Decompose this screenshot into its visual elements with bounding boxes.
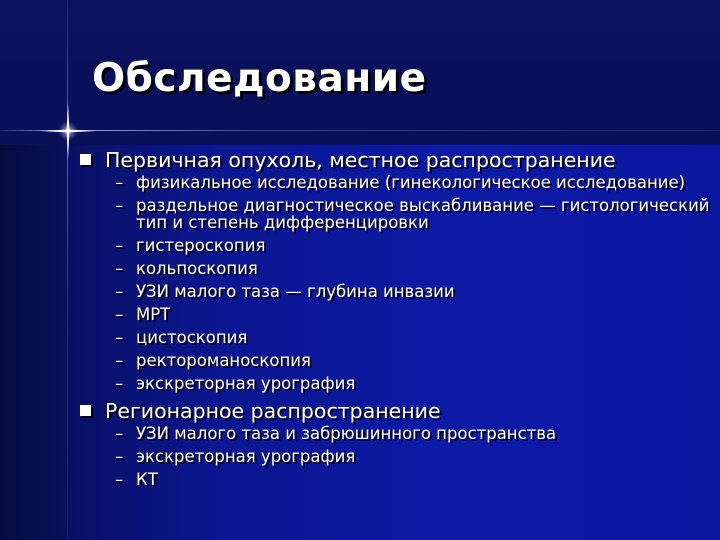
dash-marker: – [115,196,124,215]
dash-marker: – [115,470,124,489]
bullet-text: Регионарное распространение [105,399,441,423]
sub-item: – КТ [115,470,158,489]
horizontal-accent-line [0,130,720,131]
dash-marker: – [115,328,124,347]
dash-marker: – [115,259,124,278]
sub-item: – ректороманоскопия [115,351,311,370]
sub-item: – цистоскопия [115,328,248,347]
dash-marker: – [115,447,124,466]
bullet-primary-tumor [78,147,714,173]
sub-item: – УЗИ малого таза — глубина инвазии [115,282,455,301]
slide-title: Обследование [92,56,427,101]
dash-marker: – [115,374,124,393]
bullet-text: Первичная опухоль, местное распространение [105,148,616,172]
square-bullet-icon [80,154,91,165]
dash-marker: – [115,424,124,443]
square-bullet-icon [80,405,91,416]
sub-item: – МРТ [115,305,171,324]
sublist-regional [78,425,714,488]
dash-marker: – [115,236,124,255]
dash-marker: – [115,351,124,370]
left-decorative-strip [0,145,68,540]
vertical-accent-line [67,0,68,540]
sub-item: – экскреторная урография [115,447,356,466]
dash-marker: – [115,282,124,301]
sub-item: – кольпоскопия [115,259,258,278]
sub-item: – УЗИ малого таза и забрюшинного пространства [115,424,557,443]
dash-marker: – [115,305,124,324]
bullet-regional-spread [78,398,714,424]
sub-item: – экскреторная урография [115,374,356,393]
sub-item: – физикальное исследование (гинекологическое исследование) [115,173,686,192]
sub-item: – раздельное диагностическое выскабливание — гистологический тип и степень дифференцировки [115,196,710,232]
sublist-primary [78,174,714,392]
sub-item: – гистероскопия [115,236,266,255]
slide-content [78,147,714,494]
dash-marker: – [115,173,124,192]
